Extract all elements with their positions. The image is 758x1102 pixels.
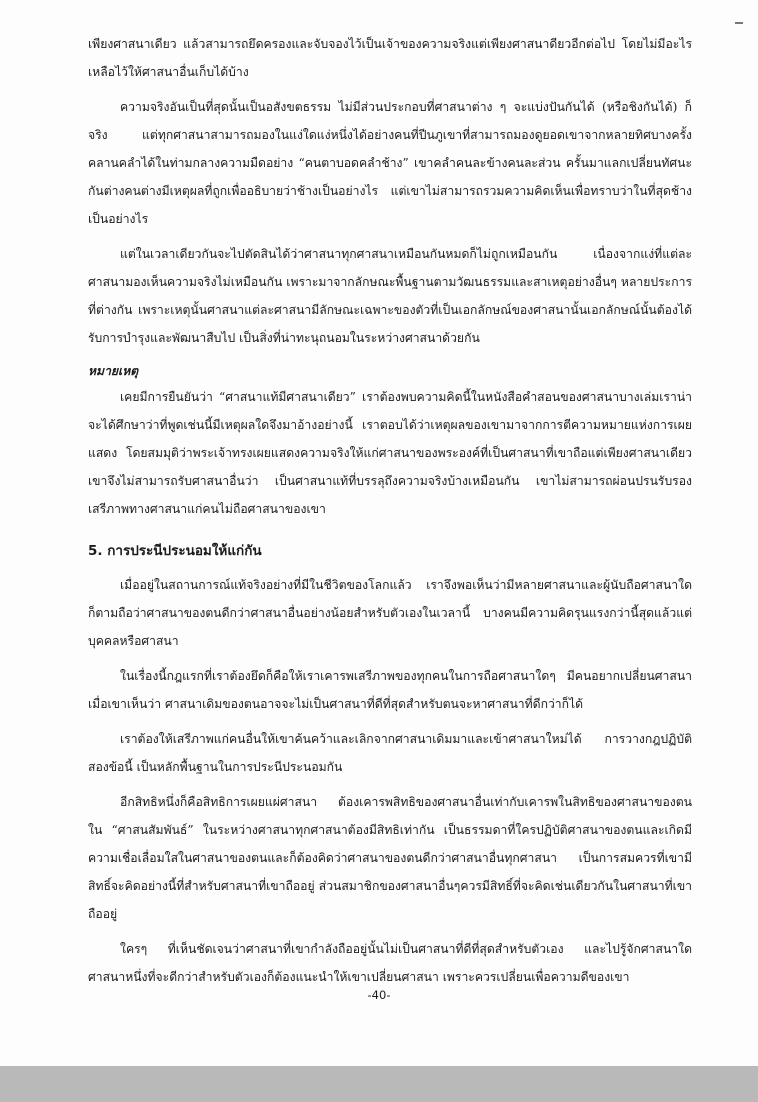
section-heading: 5. การประนีประนอมให้แก่กัน — [88, 543, 262, 559]
paragraph: ความจริงอันเป็นที่สุดนั้นเป็นอสังขตธรรม ไม่มีส่วนประกอบที่ศาสนาต่าง ๆ จะแบ่งปันกันได้ (หรือชิงกันได้) ก็จริง แต่ทุกศาสนาสามารถมองในแง่ใดแง่หนึ่งได้อย่างคนที่ปีนภูเขาที่สามารถมองดูยอดเขาจากหลายทิศบางครั้งคลานคลำได้ในท่ามกลางความมืดอย่าง “คนตาบอดคลำช้าง” เขาคลำคนละข้างคนละส่วน ครั้นมาแลกเปลี่ยนทัศนะกันต่างคนต่างมีเหตุผลที่ถูกเพื่ออธิบายว่าช้างเป็นอย่างไร แต่เขาไม่สามารถรวมความคิดเห็นเพื่อทราบว่าในที่สุดช้างเป็นอย่างไร — [88, 100, 692, 226]
page-number: -40- — [367, 988, 391, 1002]
paragraph: แต่ในเวลาเดียวกันจะไปตัดสินได้ว่าศาสนาทุกศาสนาเหมือนกันหมดก็ไม่ถูกเหมือนกัน เนื่องจากแง่ที่แต่ละศาสนามองเห็นความจริงไม่เหมือนกัน เพราะมาจากลักษณะพื้นฐานตามวัฒนธรรมและสาเหตุอย่างอื่นๆ หลายประการที่ต่างกัน เพราะเหตุนั้นศาสนาแต่ละศาสนามีลักษณะเฉพาะของตัวที่เป็นเอกลักษณ์ของศาสนานั้นเอกลักษณ์นั้นต้องได้รับการบำรุงและพัฒนาสืบไป เป็นสิ่งที่น่าทะนุถนอมในระหว่างศาสนาด้วยกัน — [88, 247, 692, 345]
scan-mark — [735, 22, 743, 24]
paragraph: ในเรื่องนี้กฎแรกที่เราต้องยึดก็คือให้เราเคารพเสรีภาพของทุกคนในการถือศาสนาใดๆ มีคนอยากเปลี่ยนศาสนาเมื่อเขาเห็นว่า ศาสนาเดิมของตนอาจจะไม่เป็นศาสนาที่ดีที่สุดสำหรับตนจะหาศาสนาที่ดีกว่าก็ได้ — [88, 669, 692, 711]
paragraph: เมื่ออยู่ในสถานการณ์แท้จริงอย่างที่มีในชีวิตของโลกแล้ว เราจึงพอเห็นว่ามีหลายศาสนาและผู้นับถือศาสนาใดก็ตามถือว่าศาสนาของตนดีกว่าศาสนาอื่นอย่างน้อยสำหรับตัวเองในเวลานี้ บางคนมีความคิดรุนแรงกว่านี้สุดแล้วแต่บุคคลหรือศาสนา — [88, 578, 692, 648]
note-heading: หมายเหตุ — [88, 364, 139, 378]
paragraph: เราต้องให้เสรีภาพแก่คนอื่นให้เขาค้นคว้าและเลิกจากศาสนาเดิมมาและเข้าศาสนาใหม่ได้ การวางกฎปฏิบัติสองข้อนี้ เป็นหลักพื้นฐานในการประนีประนอมกัน — [88, 732, 692, 774]
note-paragraph: เคยมีการยืนยันว่า “ศาสนาแท้มีศาสนาเดียว” เราต้องพบความคิดนี้ในหนังสือคำสอนของศาสนาบางเล่มเราน่าจะได้ศึกษาว่าที่พูดเช่นนี้มีเหตุผลใดจึงมาอ้างอย่างนี้ เราตอบได้ว่าเหตุผลของเขามาจากการตีความหมายแห่งการเผยแสดง โดยสมมุติว่าพระเจ้าทรงเผยแสดงความจริงให้แก่ศาสนาของพระองค์ที่เป็นศาสนาที่เขาถือแต่เพียงศาสนาเดียว เขาจึงไม่สามารถรับศาสนาอื่นว่า เป็นศาสนาแท้ที่บรรลุถึงความจริงบ้างเหมือนกัน เขาไม่สามารถผ่อนปรนรับรองเสรีภาพทางศาสนาแก่คนไม่ถือศาสนาของเขา — [88, 390, 692, 516]
paragraph: เพียงศาสนาเดียว แล้วสามารถยึดครองและจับจองไว้เป็นเจ้าของความจริงแต่เพียงศาสนาดียวอีกต่อไป โดยไม่มีอะไรเหลือไว้ให้ศาสนาอื่นเก็บได้บ้าง — [88, 37, 692, 79]
scan-bottom-edge — [0, 1066, 758, 1102]
page-content — [88, 30, 692, 998]
paragraph: ใครๆ ที่เห็นชัดเจนว่าศาสนาที่เขากำลังถืออยู่นั้นไม่เป็นศาสนาที่ดีที่สุดสำหรับตัวเอง และไปรู้จักศาสนาใดศาสนาหนึ่งที่จะดีกว่าสำหรับตัวเองก็ต้องแนะนำให้เขาเปลี่ยนศาสนา เพราะควรเปลี่ยนเพื่อความดีของเขา — [88, 942, 692, 984]
paragraph: อีกสิทธิหนึ่งก็คือสิทธิการเผยแผ่ศาสนา ต้องเคารพสิทธิของศาสนาอื่นเท่ากับเคารพในสิทธิของศาสนาของตน ใน “ศาสนสัมพันธ์” ในระหว่างศาสนาทุกศาสนาต้องมีสิทธิเท่ากัน เป็นธรรมดาที่ใครปฏิบัติศาสนาของตนและเกิดมีความเชื่อเลื่อมใสในศาสนาของตนและก็ต้องคิดว่าศาสนาของตนดีกว่าศาสนาอื่นทุกศาสนา เป็นการสมควรที่เขามีสิทธิ์จะคิดอย่างนี้ที่สำหรับศาสนาที่เขาถืออยู่ ส่วนสมาชิกของศาสนาอื่นๆควรมีสิทธิ์ที่จะคิดเช่นเดียวกันในศาสนาที่เขาถืออยู่ — [88, 795, 692, 921]
